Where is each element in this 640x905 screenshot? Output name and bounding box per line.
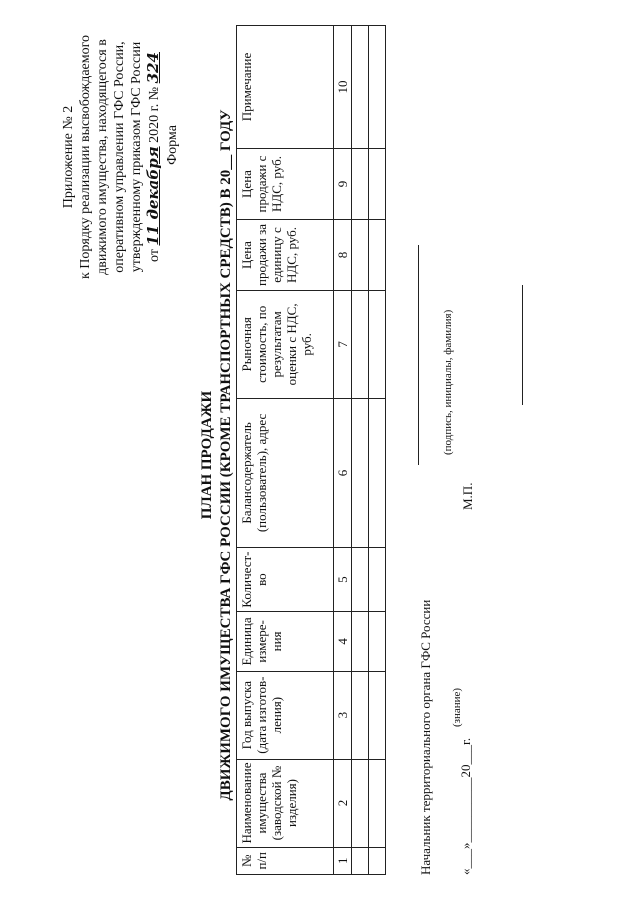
form-label: Форма	[165, 125, 180, 165]
col-header-year: Год выпуска (дата изготов-ления)	[237, 671, 334, 759]
table-cell	[352, 398, 369, 547]
col-number-cell: 6	[334, 398, 352, 547]
table-cell	[352, 290, 369, 398]
table-cell	[352, 149, 369, 220]
col-header-name: Наименование имущества (заводской № изделия)	[237, 759, 334, 847]
document-title	[198, 15, 236, 895]
col-header-note: Примечание	[237, 26, 334, 149]
table-cell	[369, 220, 386, 291]
appendix-block	[60, 7, 163, 307]
col-number-cell: 7	[334, 290, 352, 398]
table-cell	[352, 548, 369, 612]
order-prefix: от	[147, 249, 162, 262]
col-header-unit-price: Цена продажи за единицу с НДС, руб.	[237, 220, 334, 291]
appendix-line-1: к Порядку реализации высвобождаемого	[78, 35, 93, 279]
col-header-unit: Единица измере-ния	[237, 612, 334, 672]
stamp-place: М.П.	[460, 482, 475, 510]
signature-line	[418, 245, 419, 465]
header-row	[237, 26, 334, 875]
appendix-line-2: движимого имущества, находящегося в	[95, 39, 110, 275]
table-cell	[352, 220, 369, 291]
appendix-line-4: утвержденному приказом ГФС России	[129, 41, 144, 273]
date-line: «___»__________20___г.	[458, 737, 473, 875]
order-date-handwritten: 11 декабря	[144, 146, 162, 246]
col-number-cell: 1	[334, 847, 352, 874]
date-caption: (знание)	[451, 687, 463, 727]
col-number-cell: 10	[334, 26, 352, 149]
column-number-row	[334, 26, 352, 875]
col-number-cell: 5	[334, 548, 352, 612]
signatory-title: Начальник территориального органа ГФС России	[418, 599, 433, 875]
table-cell	[369, 290, 386, 398]
title-line-1: ПЛАН ПРОДАЖИ	[199, 390, 215, 520]
col-number-cell: 4	[334, 612, 352, 672]
sales-plan-table	[236, 25, 386, 875]
col-header-total-price: Цена продажи с НДС, руб.	[237, 149, 334, 220]
table-cell	[352, 759, 369, 847]
order-reference	[145, 7, 163, 307]
table-row	[369, 26, 386, 875]
col-number-cell: 8	[334, 220, 352, 291]
order-year: 2020 г. №	[147, 86, 162, 143]
table-cell	[369, 759, 386, 847]
col-header-holder: Балансодержатель (пользователь), адрес	[237, 398, 334, 547]
table-row	[352, 26, 369, 875]
col-header-quantity: Количест-во	[237, 548, 334, 612]
table-cell	[352, 847, 369, 874]
table-cell	[369, 548, 386, 612]
col-number-cell: 3	[334, 671, 352, 759]
table-cell	[352, 671, 369, 759]
signature-caption: (подпись, инициалы, фамилия)	[442, 309, 454, 455]
table-cell	[352, 26, 369, 149]
title-line-2: ДВИЖИМОГО ИМУЩЕСТВА ГФС РОССИИ (КРОМЕ ТРАНСПОРТНЫХ СРЕДСТВ) В 20__ ГОДУ	[218, 109, 234, 801]
table-cell	[369, 847, 386, 874]
appendix-number: Приложение № 2	[61, 105, 76, 209]
separator-line	[522, 285, 523, 405]
col-number-cell: 2	[334, 759, 352, 847]
table-cell	[369, 612, 386, 672]
table-cell	[369, 671, 386, 759]
order-number-handwritten: 324	[144, 52, 162, 84]
table-cell	[352, 612, 369, 672]
col-header-market-value: Рыночная стоимость, по результатам оценки с НДС, руб.	[237, 290, 334, 398]
table-cell	[369, 26, 386, 149]
col-header-number: № п/п	[237, 847, 334, 874]
table-cell	[369, 149, 386, 220]
table-cell	[369, 398, 386, 547]
appendix-line-3: оперативном управлении ГФС России,	[112, 41, 127, 273]
col-number-cell: 9	[334, 149, 352, 220]
